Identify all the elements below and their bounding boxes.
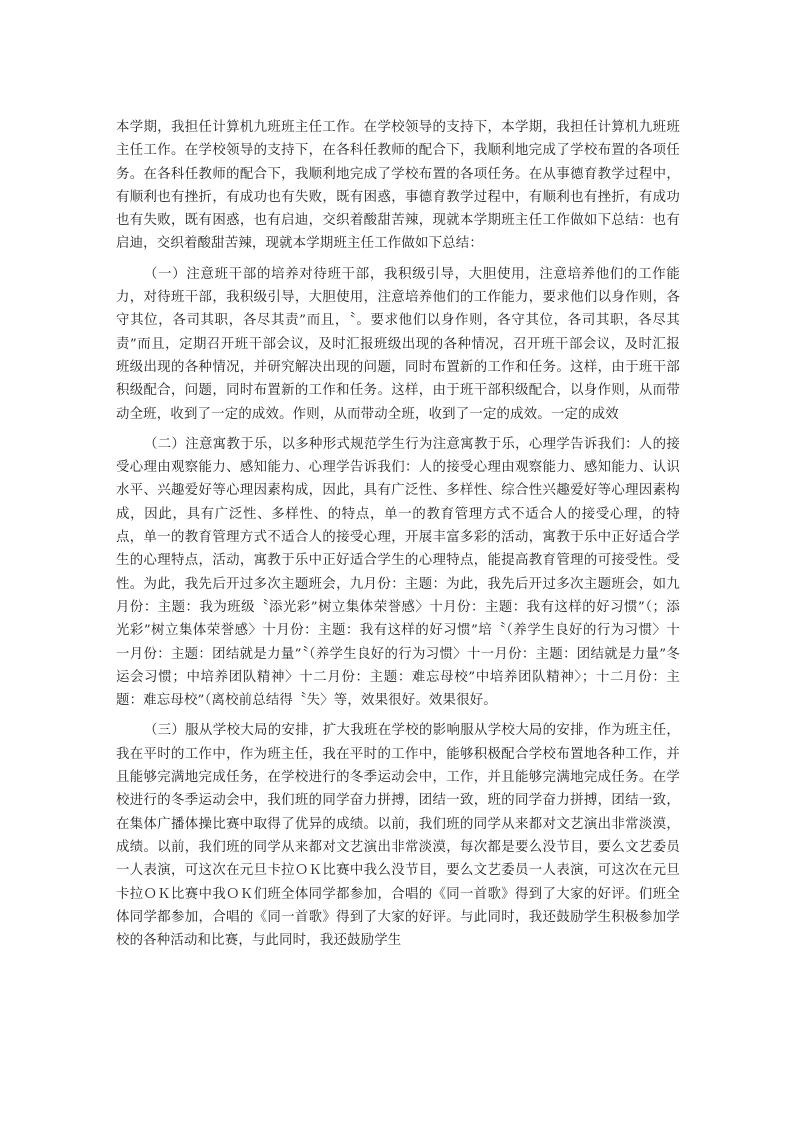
paragraph-intro: 本学期，我担任计算机九班班主任工作。在学校领导的支持下，本学期，我担任计算机九班班主任工作。在学校领导的支持下，在各科任教师的配合下，我顺利地完成了学校布置的各项任务。在各科任教师的配合下，我顺利地完成了学校布置的各项任务。在从事德育教学过程中，有顺利也有挫折，有成功也有失败，既有困惑，事德育教学过程中，有顺利也有挫折，有成功也有失败，既有困惑，也有启迪，交织着酸甜苦辣，现就本学期班主任工作做如下总结：也有启迪，交织着酸甜苦辣，现就本学期班主任工作做如下总结： (116, 120, 680, 252)
paragraph-section-one: （一）注意班干部的培养对待班干部，我积级引导，大胆使用，注意培养他们的工作能力，对待班干部，我积级引导，大胆使用，注意培养他们的工作能力，要求他们以身作则，各守其位，各司其职，各尽其责”而且，〝。要求他们以身作则，各守其位，各司其职，各尽其责”而且，定期召开班干部会议，及时汇报班级出现的各种情况，召开班干部会议，及时汇报班级出现的各种情况，并研究解决出现的问题，同时布置新的工作和任务。这样，由于班干部积级配合，问题，同时布置新的工作和任务。这样，由于班干部积级配合，以身作则，从而带动全班，收到了一定的成效。作则，从而带动全班，收到了一定的成效。一定的成效 (116, 266, 680, 422)
paragraph-section-two: （二）注意寓教于乐，以多种形式规范学生行为注意寓教于乐，心理学告诉我们：人的接受心理由观察能力、感知能力、心理学告诉我们：人的接受心理由观察能力、感知能力、认识水平、兴趣爱好等心理因素构成，因此，具有广泛性、多样性、综合性兴趣爱好等心理因素构成，因此，具有广泛性、多样性、的特点，单一的教育管理方式不适合人的接受心理，的特点，单一的教育管理方式不适合人的接受心理，开展丰富多彩的活动，寓教于乐中正好适合学生的心理特点，活动，寓教于乐中正好适合学生的心理特点，能提高教育管理的可接受性。受性。为此，我先后开过多次主题班会，九月份：主题：为此，我先后开过多次主题班会，如九月份：主题：我为班级〝添光彩”树立集体荣誉感〉十月份：主题：我有这样的好习惯”（；添光彩”树立集体荣誉感〉十月份：主题：我有这样的好习惯”培〝（养学生良好的行为习惯〉十一月份：主题：团结就是力量”〝（养学生良好的行为习惯〉十一月份：主题：团结就是力量”冬运会习惯；中培养团队精神〉十二月份：主题：难忘母校”中培养团队精神〉；十二月份：主题：难忘母校”（离校前总结得〝失〉等，效果很好。效果很好。 (116, 436, 680, 709)
paragraph-section-three: （三）服从学校大局的安排，扩大我班在学校的影响服从学校大局的安排，作为班主任，我在平时的工作中，作为班主任，我在平时的工作中，能够积极配合学校布置地各种工作，并且能够完满地完成任务，在学校进行的冬季运动会中，工作，并且能够完满地完成任务。在学校进行的冬季运动会中，我们班的同学奋力拼搏，团结一致，班的同学奋力拼搏，团结一致，在集体广播体操比赛中取得了优异的成绩。以前，我们班的同学从来都对文艺演出非常淡漠，成绩。以前，我们班的同学从来都对文艺演出非常淡漠，每次都是要么没节目，要么文艺委员一人表演，可这次在元旦卡拉ＯＫ比赛中我么没节目，要么文艺委员一人表演，可这次在元旦卡拉ＯＫ比赛中我ＯＫ们班全体同学都参加，合唱的《同一首歌》得到了大家的好评。们班全体同学都参加，合唱的《同一首歌》得到了大家的好评。与此同时，我还鼓励学生积极参加学校的各种活动和比赛，与此同时，我还鼓励学生 (116, 723, 680, 949)
